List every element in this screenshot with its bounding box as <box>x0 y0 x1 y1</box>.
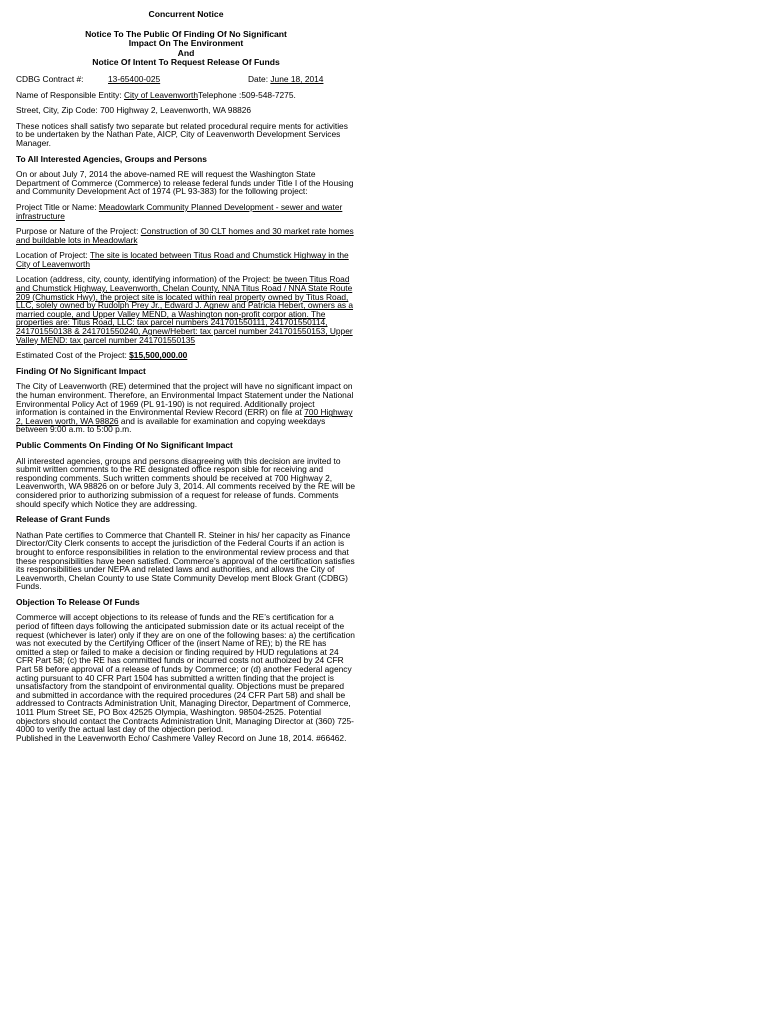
release-paragraph: Nathan Pate certifies to Commerce that Chantell R. Steiner in his/ her capacity as Finance Director/City Clerk consents to accept the jurisdiction of the Federal Courts if an action is brought to enforce responsibilities in relation to the environmental review process and that these responsibilities have been satisfied. Commerce’s approval of the certification satisfies its responsibilities under NEPA and related laws and authorities, and allows the City of Leavenworth, Chelan County to use State Community Develop ment Block Grant (CDBG) Funds. <box>16 529 355 592</box>
location-detail-value: be tween Titus Road and Chumstick Highway, Leavenworth, Chelan County, NNA Titus Road / NNA State Route 209 (Chumstick Hwy), the project site is located within real property owned by Titus Road, LLC, solely owned by Rudolph Prey Jr., Edward J. Agnew and Patricia Hebert, owners as a married couple, and Upper Valley MEND, a Washington non-profit corpor ation. The properties are: Titus Road, LLC: tax parcel numbers 241701550111, 241701550114, 241701550138 & 241701550240, Agnew/Hebert: tax parcel number 241701550153, Upper Valley MEND: tax parcel number 241701550135 <box>16 274 354 345</box>
agencies-paragraph: On or about July 7, 2014 the above-named RE will request the Washington State Department of Commerce (Commerce) to release federal funds under Title I of the Housing and Community Development Act of 1974 (PL 93-383) for the following project: <box>16 169 354 197</box>
project-title-label: Project Title or Name: <box>16 201 99 212</box>
project-location-value: The site is located between Titus Road and Chumstick Highway in the City of Leavenworth <box>16 250 349 269</box>
objection-heading: Objection To Release Of Funds <box>16 596 140 607</box>
fonsi-text-before: The City of Leavenworth (RE) determined that the project will have no significant impact on the human environment. Therefore, an Environmental Impact Statement under the National Environmental Policy Act of 1969 (PL 91-190) is not required. Additionally project information is contained in the Environmental Review Record (ERR) on file at <box>16 381 354 418</box>
subtitle-line-4: Notice Of Intent To Request Release Of Funds <box>92 57 280 68</box>
responsible-entity-line <box>16 91 356 100</box>
fonsi-text-after: and is available for examination and copying weekdays between 9:00 a.m. to 5:00 p.m. <box>16 415 326 435</box>
location-detail-label: Location (address, city, county, identifying information) of the Project: <box>16 274 274 285</box>
project-cost-value: $15,500,000.00 <box>129 350 188 361</box>
date-label: Date: <box>248 73 269 84</box>
fonsi-heading: Finding Of No Significant Impact <box>16 365 146 376</box>
comments-heading: Public Comments On Finding Of No Significant Impact <box>16 439 233 450</box>
entity-label: Name of Responsible Entity: <box>16 89 122 100</box>
project-location-detail <box>16 275 356 344</box>
agencies-heading: To All Interested Agencies, Groups and Persons <box>16 153 207 164</box>
fonsi-paragraph <box>16 382 356 434</box>
comments-paragraph: All interested agencies, groups and persons disagreeing with this decision are invited to submit written comments to the RE designated office respon sible for receiving and responding comments. Such written comments should be received at 700 Highway 2, Leavenworth, WA 98826 on or before July 3, 2014. All comments received by the RE will be considered prior to authorizing submission of a request for release of funds. Comments should specify which Notice they are addressing. <box>16 455 356 509</box>
address-line: Street, City, Zip Code: 700 Highway 2, Leavenworth, WA 98826 <box>16 105 252 116</box>
project-purpose-line <box>16 227 356 244</box>
subtitle-line-3: And <box>177 47 195 58</box>
cdbg-contract-label: CDBG Contract #: <box>16 73 84 84</box>
telephone: Telephone :509-548-7275. <box>198 89 296 100</box>
project-purpose-label: Purpose or Nature of the Project: <box>16 226 141 237</box>
err-address-link: 700 Highway 2, Leaven worth, WA 98826 <box>16 407 353 426</box>
intro-paragraph: These notices shall satisfy two separate but related procedural require ments for activities to be undertaken by the Nathan Pate, AICP, City of Leavenworth Development Services Manager. <box>16 120 348 148</box>
notice-document <box>16 10 356 749</box>
objection-paragraph: Commerce will accept objections to its release of funds and the RE’s certification for a period of fifteen days following the anticipated submission date or its actual receipt of the request (whichever is later) only if they are on one of the following bases: a) the certification was not executed by the Certifying Officer of the (insert Name of RE); b) the RE has omitted a step or failed to make a decision or finding required by HUD regulations at 24 CFR Part 58; (c) the RE has committed funds or incurred costs not authoized by 24 CFR Part 58 before approval of a release of funds by Commerce; or (d) another Federal agency acting pursuant to 40 CFR Part 1504 has submitted a written finding that the project is unsatisfactory from the standpoint of environmental quality. Objections must be prepared and submitted in accordance with the required procedures (24 CFR Part 58) and shall be addressed to Contracts Administration Unit, Managing Director, Department of Commerce, 1011 Plum Street SE, PO Box 42525 Olympia, Washington. 98504-2525. Potential objectors should contact the Contracts Administration Unit, Managing Director at (360) 725-4000 to verify the actual last day of the objection period. <box>16 612 355 735</box>
entity-value: City of Leavenworth <box>124 89 199 100</box>
subtitle-line-2: Impact On The Environment <box>128 38 244 49</box>
subtitle-line-1: Notice To The Public Of Finding Of No Significant <box>85 28 287 39</box>
cdbg-contract-value: 13-65400-025 <box>108 73 161 84</box>
release-heading: Release of Grant Funds <box>16 514 111 525</box>
project-cost-line <box>16 351 356 360</box>
project-title-line <box>16 203 356 220</box>
project-location-line <box>16 251 356 268</box>
document-title: Concurrent Notice <box>148 9 224 19</box>
project-title-value: Meadowlark Community Planned Development - sewer and water infrastructure <box>16 201 343 221</box>
published-line: Published in the Leavenworth Echo/ Cashmere Valley Record on June 18, 2014. #66462. <box>16 732 347 743</box>
project-location-label: Location of Project: <box>16 250 90 261</box>
project-purpose-value: Construction of 30 CLT homes and 30 market rate homes and buildable lots in Meadowlark <box>16 226 354 245</box>
project-cost-label: Estimated Cost of the Project: <box>16 350 130 361</box>
contract-row <box>16 75 356 84</box>
date-value: June 18, 2014 <box>270 73 324 84</box>
document-subtitle <box>16 30 356 68</box>
